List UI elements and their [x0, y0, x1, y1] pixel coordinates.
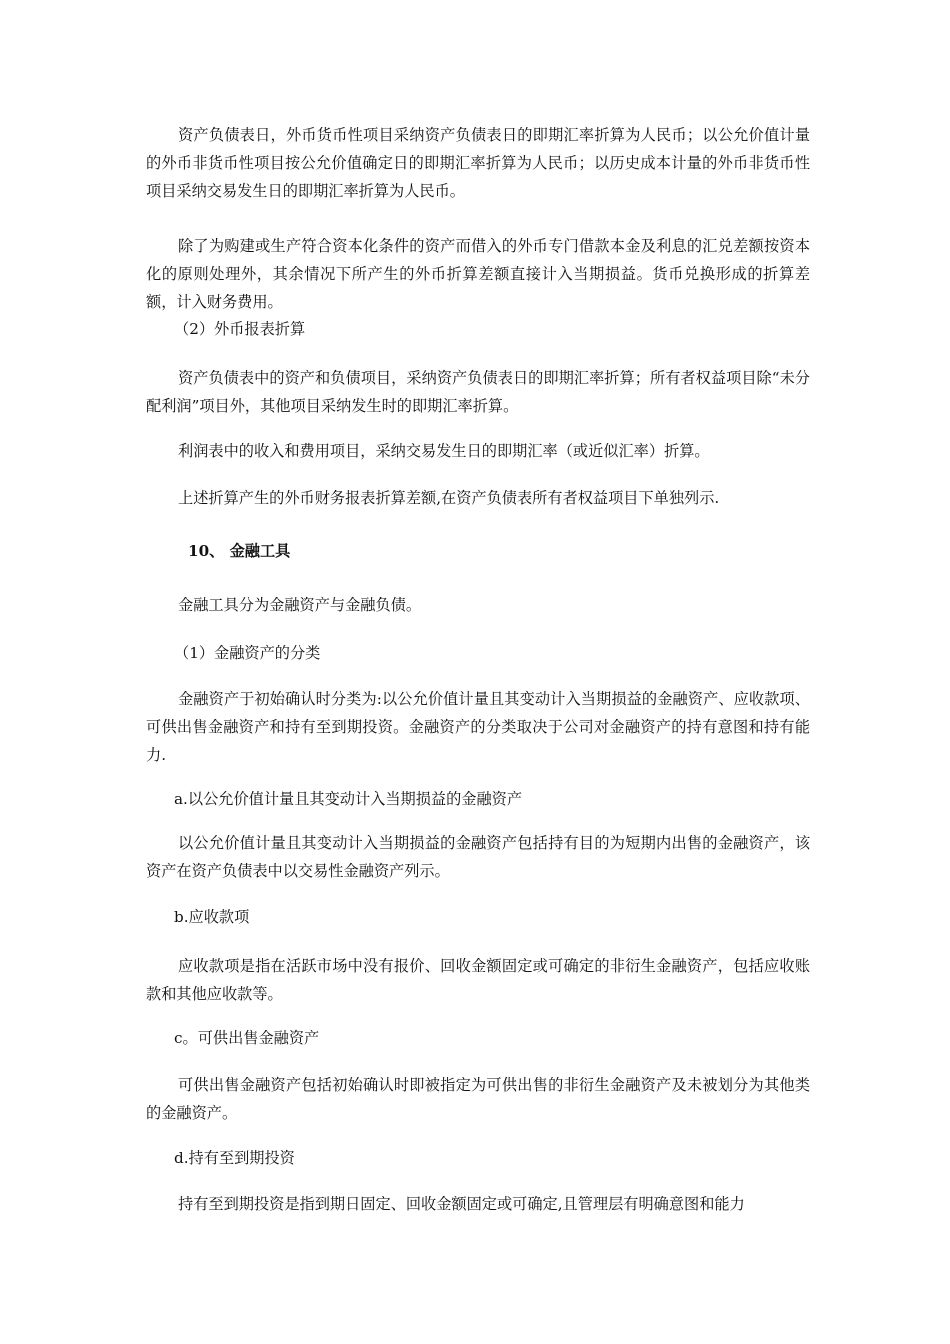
- paragraph-financial-instruments-intro: 金融工具分为金融资产与金融负债。: [178, 596, 421, 614]
- subheading-held-to-maturity: d.持有至到期投资: [174, 1149, 295, 1167]
- section-heading-financial-instruments: 10、 金融工具: [188, 542, 291, 560]
- paragraph-fair-value-assets: 以公允价值计量且其变动计入当期损益的金融资产包括持有目的为短期内出售的金融资产，该资产在资产负债表中以交易性金融资产列示。: [146, 834, 810, 880]
- paragraph-classification-detail: 金融资产于初始确认时分类为:以公允价值计量且其变动计入当期损益的金融资产、应收款项、可供出售金融资产和持有至到期投资。金融资产的分类取决于公司对金融资产的持有意图和持有能力.: [146, 690, 810, 764]
- subheading-receivables: b.应收款项: [174, 908, 250, 926]
- subheading-foreign-statement-translation: （2）外币报表折算: [174, 320, 306, 338]
- subheading-fair-value-assets: a.以公允价值计量且其变动计入当期损益的金融资产: [174, 790, 523, 808]
- subheading-available-for-sale: c。可供出售金融资产: [174, 1029, 320, 1047]
- paragraph-exchange-difference: 除了为购建或生产符合资本化条件的资产而借入的外币专门借款本金及利息的汇兑差额按资本化的原则处理外，其余情况下所产生的外币折算差额直接计入当期损益。货币兑换形成的折算差额，计入财务费用。: [146, 237, 810, 311]
- paragraph-available-for-sale: 可供出售金融资产包括初始确认时即被指定为可供出售的非衍生金融资产及未被划分为其他类的金融资产。: [146, 1076, 810, 1122]
- paragraph-balance-sheet-translation: 资产负债表中的资产和负债项目，采纳资产负债表日的即期汇率折算；所有者权益项目除“未分配利润”项目外，其他项目采纳发生时的即期汇率折算。: [146, 369, 810, 415]
- subheading-financial-asset-classification: （1）金融资产的分类: [174, 644, 321, 662]
- paragraph-held-to-maturity: 持有至到期投资是指到期日固定、回收金额固定或可确定,且管理层有明确意图和能力: [178, 1195, 745, 1213]
- paragraph-translation-difference: 上述折算产生的外币财务报表折算差额,在资产负债表所有者权益项目下单独列示.: [178, 489, 720, 507]
- paragraph-income-statement-translation: 利润表中的收入和费用项目，采纳交易发生日的即期汇率（或近似汇率）折算。: [178, 442, 710, 460]
- paragraph-translation-rule: 资产负债表日，外币货币性项目采纳资产负债表日的即期汇率折算为人民币；以公允价值计量的外币非货币性项目按公允价值确定日的即期汇率折算为人民币；以历史成本计量的外币非货币性项目采纳交易发生日的即期汇率折算为人民币。: [146, 126, 810, 200]
- paragraph-receivables: 应收款项是指在活跃市场中没有报价、回收金额固定或可确定的非衍生金融资产，包括应收账款和其他应收款等。: [146, 957, 810, 1003]
